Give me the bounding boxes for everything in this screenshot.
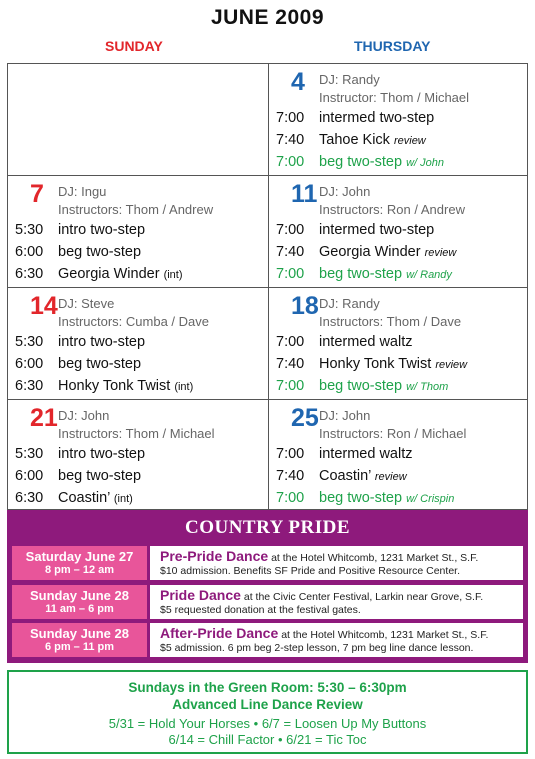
class-line: 6:00 beg two-step xyxy=(15,244,142,260)
event-location: at the Civic Center Festival, Larkin near Grove, S.F. xyxy=(243,591,484,603)
class-line: 7:00 intermed two-step xyxy=(276,110,435,126)
green-room-subheading: Advanced Line Dance Review xyxy=(172,697,363,712)
green-room-schedule: 6/14 = Chill Factor • 6/21 = Tic Toc xyxy=(168,732,367,747)
pride-event xyxy=(12,623,523,657)
dj-label: DJ: Randy xyxy=(319,296,380,311)
instructors-label: Instructors: Ron / Michael xyxy=(319,426,467,441)
event-time: 8 pm – 12 am xyxy=(44,564,115,576)
class-line: 7:40 Georgia Winder review xyxy=(276,244,457,260)
day-number: 4 xyxy=(291,68,305,96)
event-details-box xyxy=(150,585,523,619)
page-title: JUNE 2009 xyxy=(210,6,325,29)
event-date-box xyxy=(12,585,147,619)
dj-label: DJ: John xyxy=(319,184,371,199)
event-time: 6 pm – 11 pm xyxy=(44,641,115,653)
dj-label: DJ: Steve xyxy=(58,296,115,311)
instructors-label: Instructor: Thom / Michael xyxy=(319,90,470,105)
event-date: Saturday June 27 xyxy=(25,549,134,564)
class-line: 5:30 intro two-step xyxy=(15,446,146,462)
day-cell-sun21 xyxy=(8,399,268,509)
class-line: 5:30 intro two-step xyxy=(15,222,146,238)
class-line-beginner: 7:00 beg two-step w/ Randy xyxy=(276,266,452,282)
empty-cell xyxy=(8,64,268,175)
thursday-header: THURSDAY xyxy=(354,38,431,54)
event-details-box xyxy=(150,623,523,657)
dj-label: DJ: John xyxy=(319,408,371,423)
event-date-box xyxy=(12,623,147,657)
event-time: 11 am – 6 pm xyxy=(45,603,114,615)
green-room-schedule: 5/31 = Hold Your Horses • 6/7 = Loosen Up My Buttons xyxy=(108,716,427,731)
green-room-heading: Sundays in the Green Room: 5:30 – 6:30pm xyxy=(128,680,407,695)
event-location: at the Hotel Whitcomb, 1231 Market St., S.F. xyxy=(271,552,479,564)
class-line-beginner: 7:00 beg two-step w/ Crispin xyxy=(276,490,455,506)
country-pride-panel xyxy=(7,510,528,663)
class-line-beginner: 7:00 beg two-step w/ John xyxy=(276,154,444,170)
day-cell-thu4 xyxy=(268,64,527,175)
day-cell-sun7 xyxy=(8,175,268,287)
class-line-beginner: 7:00 beg two-step w/ Thom xyxy=(276,378,449,394)
class-line: 7:40 Honky Tonk Twist review xyxy=(276,356,468,372)
event-name: Pre-Pride Dance xyxy=(160,548,269,564)
day-cell-thu11 xyxy=(268,175,527,287)
day-number: 21 xyxy=(30,404,58,432)
class-line: 7:40 Tahoe Kick review xyxy=(276,132,426,148)
instructors-label: Instructors: Cumba / Dave xyxy=(58,314,209,329)
class-line: 6:30 Honky Tonk Twist (int) xyxy=(15,378,194,394)
dj-label: DJ: Ingu xyxy=(58,184,107,199)
pride-title: COUNTRY PRIDE xyxy=(184,517,351,538)
calendar-grid xyxy=(7,63,528,510)
event-location: at the Hotel Whitcomb, 1231 Market St., S.F. xyxy=(281,629,489,641)
event-date-box xyxy=(12,546,147,580)
class-line: 7:40 Coastin’ review xyxy=(276,468,407,484)
day-number: 7 xyxy=(30,180,44,208)
event-details: $5 admission. 6 pm beg 2-step lesson, 7 pm beg line dance lesson. xyxy=(160,642,474,654)
event-details: $10 admission. Benefits SF Pride and Positive Resource Center. xyxy=(160,565,460,577)
instructors-label: Instructors: Thom / Michael xyxy=(58,426,215,441)
class-line: 6:00 beg two-step xyxy=(15,468,142,484)
event-details: $5 requested donation at the festival gates. xyxy=(160,604,361,616)
event-date: Sunday June 28 xyxy=(30,626,129,641)
day-cell-thu25 xyxy=(268,399,527,509)
instructors-label: Instructors: Ron / Andrew xyxy=(319,202,465,217)
class-line: 7:00 intermed waltz xyxy=(276,334,413,350)
class-line: 6:00 beg two-step xyxy=(15,356,142,372)
class-line: 7:00 intermed waltz xyxy=(276,446,413,462)
pride-event xyxy=(12,546,523,580)
event-details-box xyxy=(150,546,523,580)
class-line: 6:30 Georgia Winder (int) xyxy=(15,266,183,282)
instructors-label: Instructors: Thom / Andrew xyxy=(58,202,214,217)
day-number: 18 xyxy=(291,292,319,320)
event-name: After-Pride Dance xyxy=(160,625,279,641)
dj-label: DJ: Randy xyxy=(319,72,380,87)
day-number: 11 xyxy=(291,180,318,208)
event-name: Pride Dance xyxy=(160,587,241,603)
event-date: Sunday June 28 xyxy=(30,588,129,603)
day-cell-thu18 xyxy=(268,287,527,399)
class-line: 6:30 Coastin’ (int) xyxy=(15,490,133,506)
class-line: 5:30 intro two-step xyxy=(15,334,146,350)
green-room-box xyxy=(7,670,528,754)
day-cell-sun14 xyxy=(8,287,268,399)
day-number: 14 xyxy=(30,292,58,320)
dj-label: DJ: John xyxy=(58,408,110,423)
day-number: 25 xyxy=(291,404,319,432)
class-line: 7:00 intermed two-step xyxy=(276,222,435,238)
instructors-label: Instructors: Thom / Dave xyxy=(319,314,462,329)
pride-event xyxy=(12,585,523,619)
sunday-header: SUNDAY xyxy=(105,38,163,54)
